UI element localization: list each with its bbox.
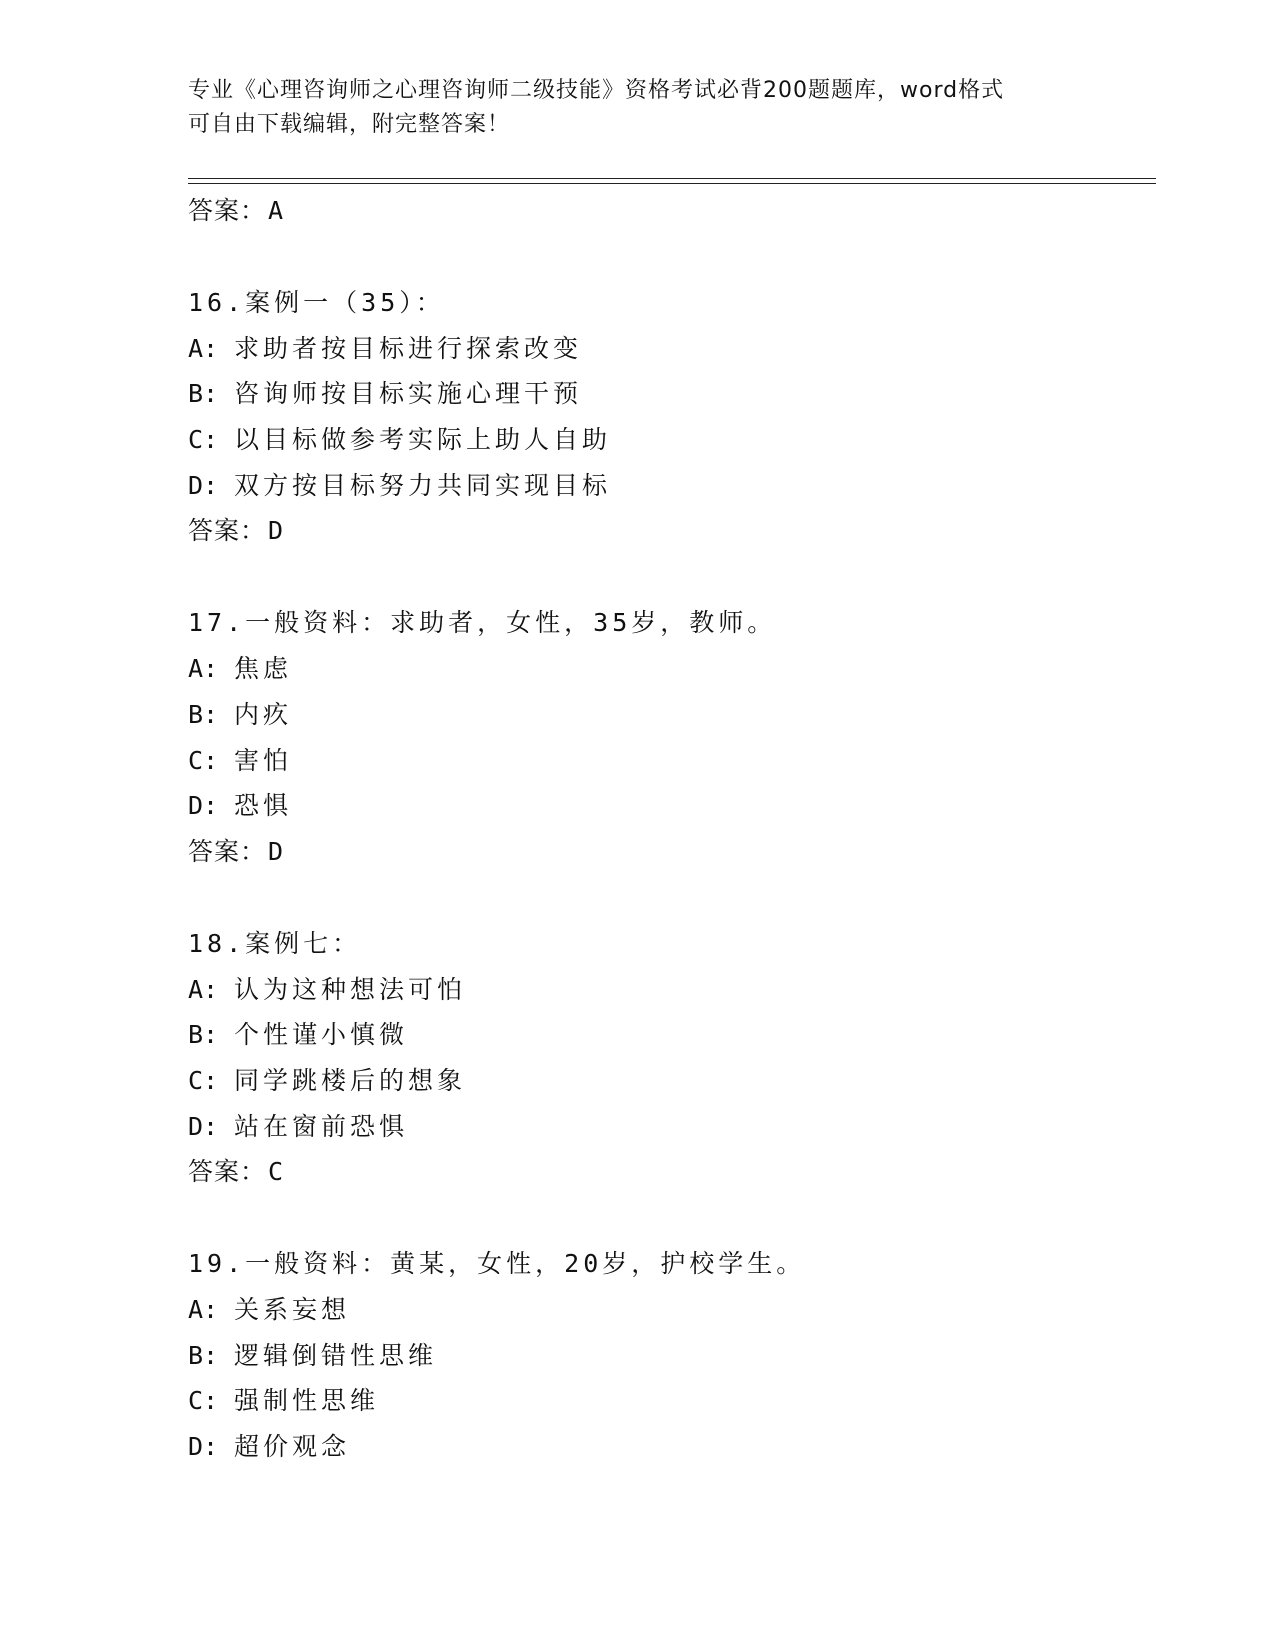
option-letter: B: <box>188 699 219 729</box>
answer-label: 答案： <box>188 196 267 225</box>
option-a <box>188 1287 1148 1333</box>
option-letter: D: <box>188 470 219 500</box>
option-letter: C: <box>188 1386 219 1416</box>
option-text: 超价观念 <box>234 1432 351 1462</box>
option-text: 站在窗前恐惧 <box>234 1111 409 1141</box>
question-text: 16.案例一（35）： <box>188 288 445 317</box>
option-d <box>188 783 1148 829</box>
option-b <box>188 692 1148 738</box>
option-d <box>188 1104 1148 1150</box>
option-d <box>188 1424 1148 1470</box>
option-letter: A: <box>188 333 219 363</box>
option-letter: C: <box>188 1065 219 1095</box>
option-d <box>188 463 1148 509</box>
option-text: 逻辑倒错性思维 <box>234 1340 438 1370</box>
answer-line <box>188 829 1148 875</box>
option-letter: A: <box>188 654 219 684</box>
option-a <box>188 967 1148 1013</box>
option-text: 认为这种想法可怕 <box>234 974 467 1004</box>
option-b <box>188 1012 1148 1058</box>
option-letter: B: <box>188 379 219 409</box>
spacer <box>188 554 1148 600</box>
answer-line <box>188 508 1148 554</box>
option-text: 恐惧 <box>234 791 293 821</box>
option-letter: A: <box>188 1295 219 1324</box>
option-text: 同学跳楼后的想象 <box>234 1065 467 1095</box>
answer-line <box>188 1149 1148 1195</box>
option-c <box>188 417 1148 463</box>
option-text: 以目标做参考实际上助人自助 <box>234 425 612 455</box>
option-b <box>188 1333 1148 1379</box>
option-letter: A: <box>188 974 219 1004</box>
question-text: 19.一般资料：黄某，女性，20岁，护校学生。 <box>188 1249 806 1279</box>
option-c <box>188 738 1148 784</box>
option-text: 个性谨小慎微 <box>234 1020 409 1050</box>
option-letter: D: <box>188 1111 219 1141</box>
answer-line <box>188 188 1148 234</box>
answer-label: 答案： <box>188 1157 267 1187</box>
option-letter: D: <box>188 1432 219 1462</box>
document-header <box>188 74 1068 142</box>
question-text: 18.案例七： <box>188 928 362 958</box>
option-text: 焦虑 <box>234 654 293 684</box>
option-letter: D: <box>188 791 219 821</box>
option-b <box>188 371 1148 417</box>
answer-value: D <box>268 836 285 866</box>
option-text: 内疚 <box>234 699 293 729</box>
option-text: 求助者按目标进行探索改变 <box>234 333 583 363</box>
spacer <box>188 234 1148 280</box>
option-text: 关系妄想 <box>234 1295 351 1324</box>
option-text: 强制性思维 <box>234 1386 380 1416</box>
option-text: 咨询师按目标实施心理干预 <box>234 379 583 409</box>
option-a <box>188 646 1148 692</box>
option-text: 双方按目标努力共同实现目标 <box>234 470 612 500</box>
document-body <box>188 188 1148 1470</box>
answer-label: 答案： <box>188 836 267 866</box>
option-text: 害怕 <box>234 745 293 775</box>
question-text: 17.一般资料：求助者，女性，35岁，教师。 <box>188 608 777 638</box>
option-letter: C: <box>188 745 219 775</box>
spacer <box>188 1195 1148 1241</box>
header-line-2: 可自由下载编辑，附完整答案！ <box>188 112 511 137</box>
header-rule-top <box>188 178 1156 179</box>
answer-value: A <box>268 196 285 225</box>
option-c <box>188 1378 1148 1424</box>
spacer <box>188 875 1148 921</box>
option-a <box>188 326 1148 372</box>
answer-value: C <box>268 1157 285 1187</box>
answer-value: D <box>268 516 285 546</box>
option-c <box>188 1058 1148 1104</box>
header-rule-bottom <box>188 183 1156 184</box>
option-letter: B: <box>188 1020 219 1050</box>
option-letter: B: <box>188 1340 219 1370</box>
option-letter: C: <box>188 425 219 455</box>
answer-label: 答案： <box>188 516 267 546</box>
header-line-1: 专业《心理咨询师之心理咨询师二级技能》资格考试必背200题题库，word格式 <box>188 78 1005 103</box>
